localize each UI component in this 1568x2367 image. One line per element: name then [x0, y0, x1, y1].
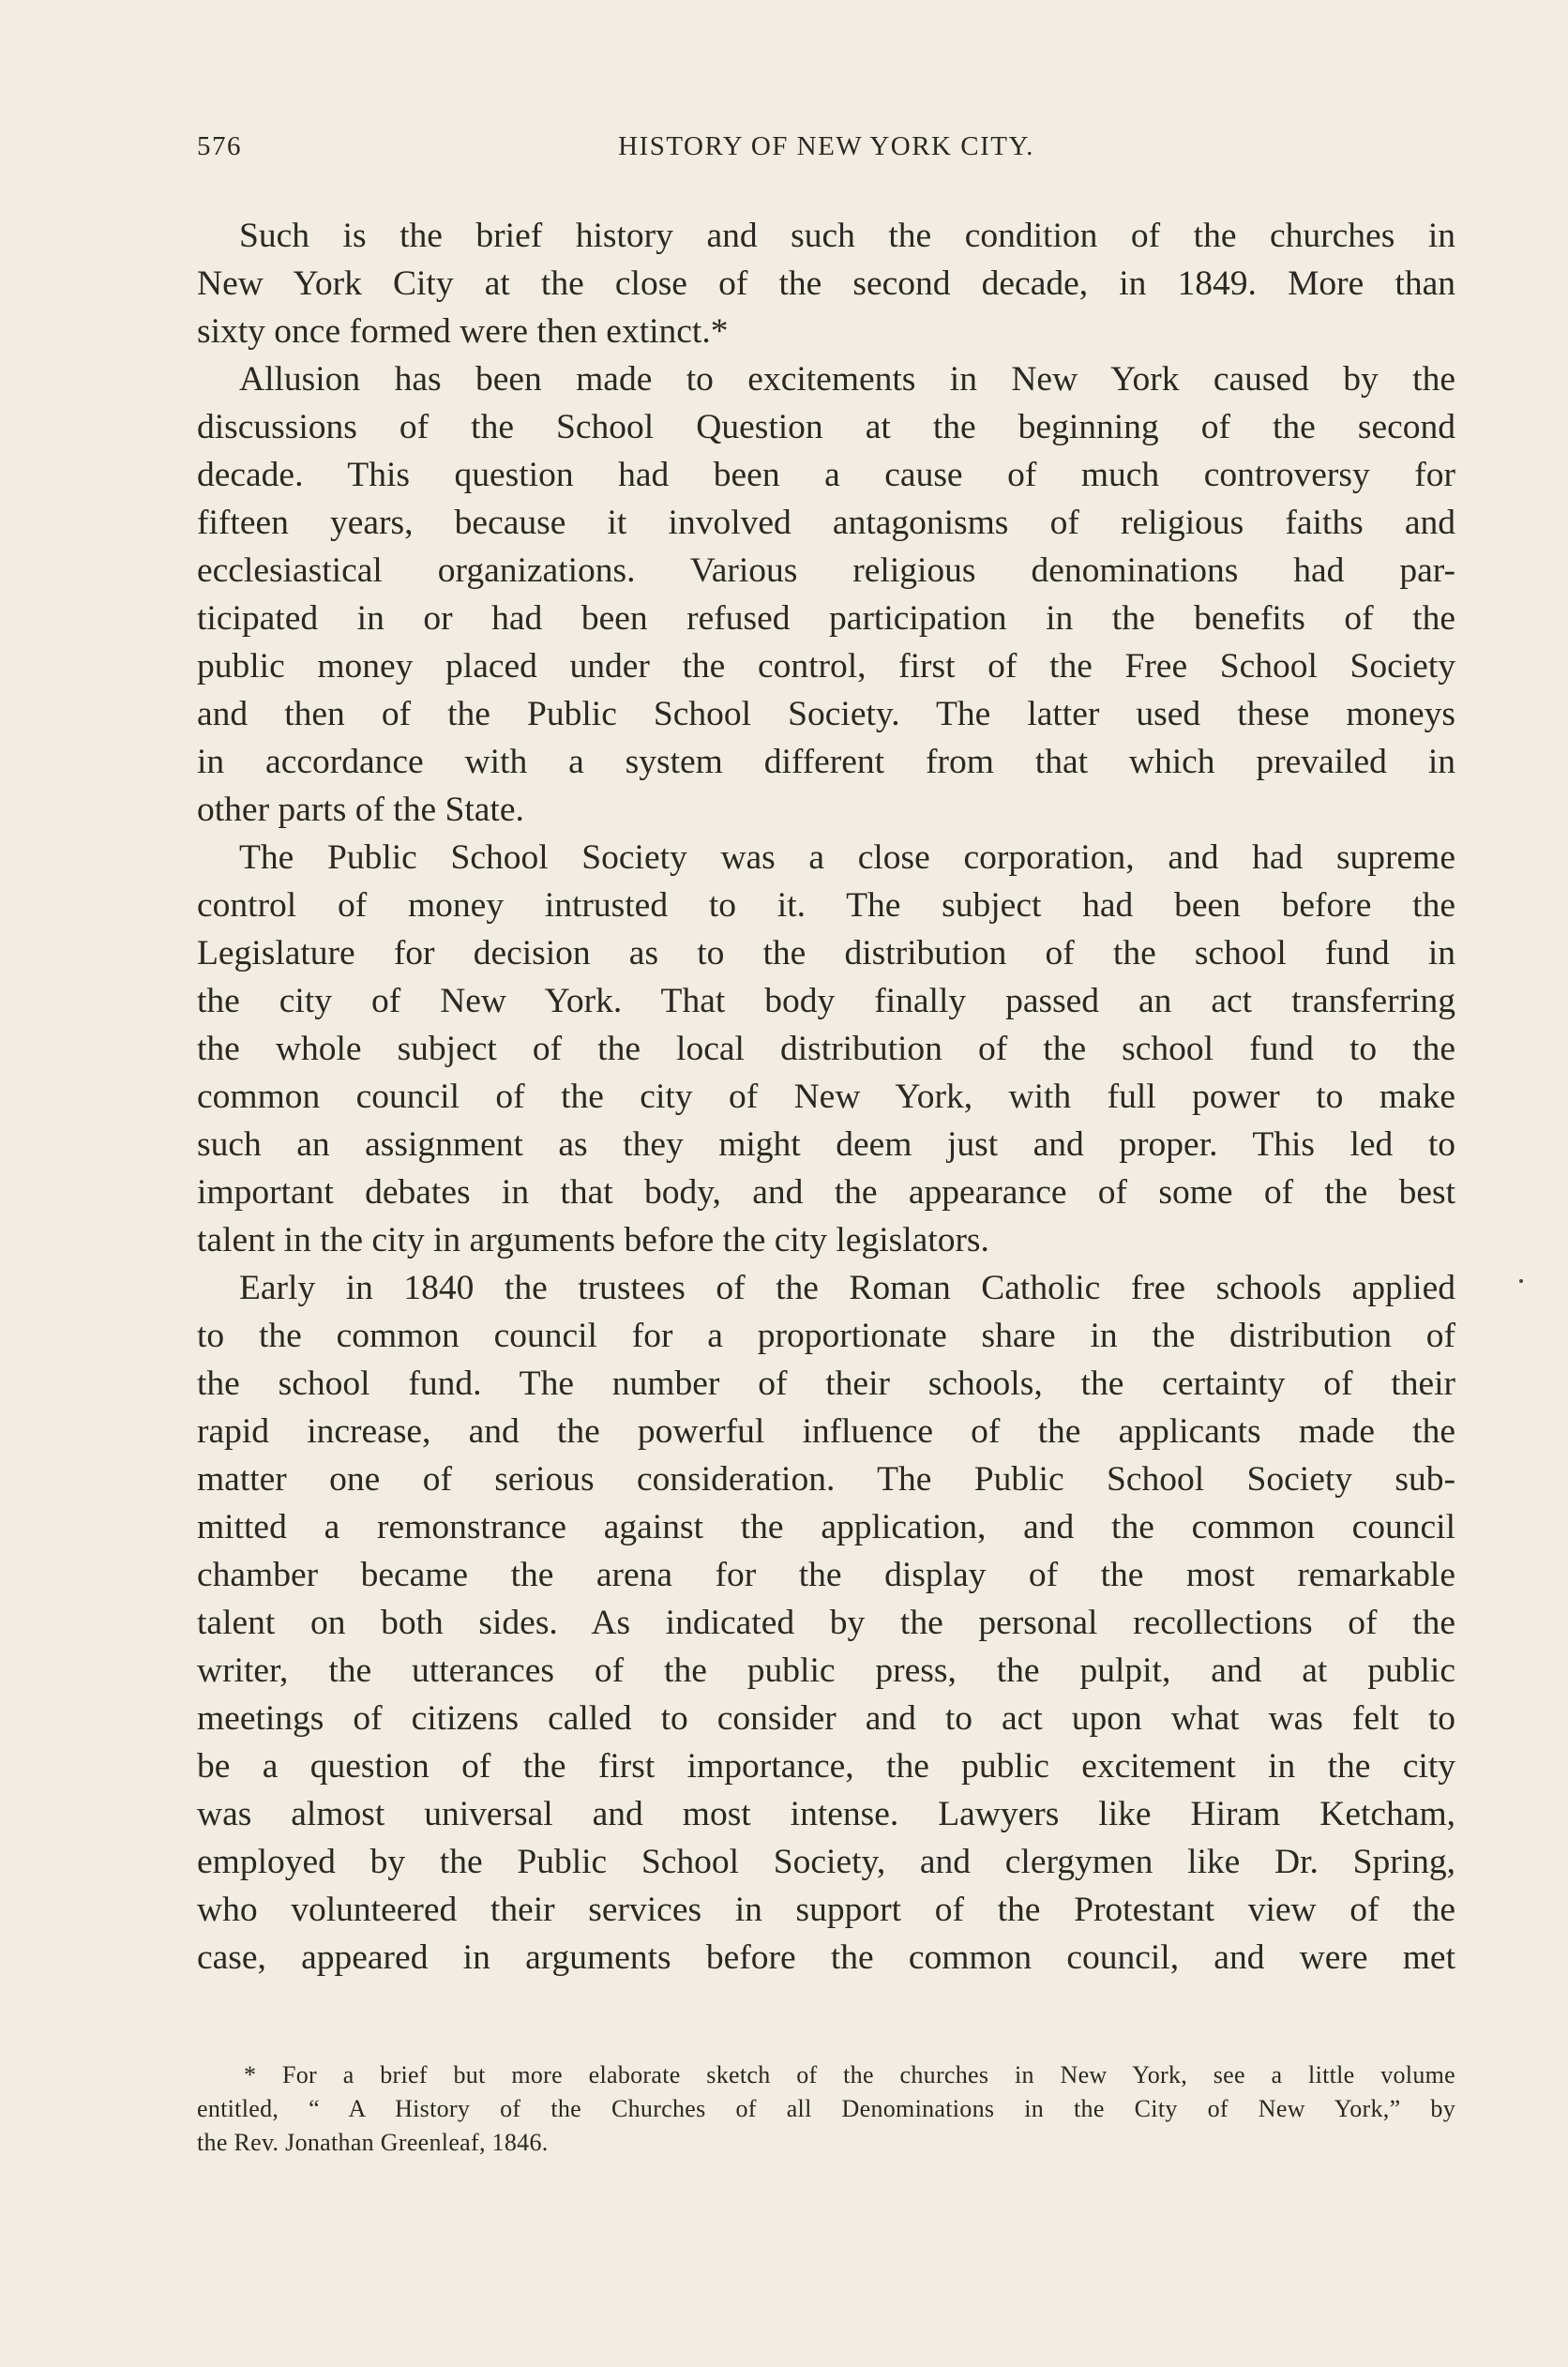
text-line: rapid increase, and the powerful influence of the applicants made the [197, 1412, 1455, 1451]
page-number: 576 [197, 131, 242, 161]
text-line: control of money intrusted to it. The subject had been before the [197, 886, 1455, 925]
text-line: in accordance with a system different from that which prevailed in [197, 743, 1455, 781]
text-line: mitted a remonstrance against the application, and the common council [197, 1508, 1455, 1546]
text-line: discussions of the School Question at the beginning of the second [197, 408, 1455, 446]
text-line: The Public School Society was a close corporation, and had supreme [239, 838, 1455, 877]
running-head [197, 131, 1455, 173]
text-line: Such is the brief history and such the condition of the churches in [239, 217, 1455, 255]
ink-speck [1519, 1279, 1523, 1283]
text-line: matter one of serious consideration. The Public School Society sub- [197, 1460, 1455, 1499]
text-line: employed by the Public School Society, and clergymen like Dr. Spring, [197, 1843, 1455, 1881]
running-title: HISTORY OF NEW YORK CITY. [618, 131, 1034, 161]
text-line: talent on both sides. As indicated by the personal recollections of the [197, 1604, 1455, 1642]
text-line: Legislature for decision as to the distribution of the school fund in [197, 934, 1455, 972]
text-line: Early in 1840 the trustees of the Roman Catholic free schools applied [239, 1269, 1455, 1307]
text-line: case, appeared in arguments before the common council, and were met [197, 1938, 1455, 1977]
text-line: public money placed under the control, first of the Free School Society [197, 647, 1455, 686]
text-line: fifteen years, because it involved antagonisms of religious faiths and [197, 504, 1455, 542]
text-line: was almost universal and most intense. Lawyers like Hiram Ketcham, [197, 1795, 1455, 1833]
text-line: and then of the Public School Society. The latter used these moneys [197, 695, 1455, 733]
text-line: writer, the utterances of the public press, the pulpit, and at public [197, 1651, 1455, 1690]
text-line: other parts of the State. [197, 791, 524, 829]
text-line: common council of the city of New York, with full power to make [197, 1078, 1455, 1116]
text-line: sixty once formed were then extinct.* [197, 312, 729, 351]
footnote-line: the Rev. Jonathan Greenleaf, 1846. [197, 2129, 549, 2156]
text-line: such an assignment as they might deem just and proper. This led to [197, 1125, 1455, 1164]
text-line: be a question of the first importance, the public excitement in the city [197, 1747, 1455, 1786]
text-line: chamber became the arena for the display of the most remarkable [197, 1556, 1455, 1594]
text-line: ticipated in or had been refused participation in the benefits of the [197, 599, 1455, 638]
body-text [197, 212, 1455, 1982]
footnote-line: * For a brief but more elaborate sketch of the churches in New York, see a little volume [244, 2061, 1455, 2088]
text-line: ecclesiastical organizations. Various religious denominations had par- [197, 551, 1455, 590]
text-line: the school fund. The number of their schools, the certainty of their [197, 1364, 1455, 1403]
text-line: decade. This question had been a cause of much controversy for [197, 456, 1455, 494]
footnote [197, 2058, 1455, 2160]
text-line: the whole subject of the local distribution of the school fund to the [197, 1030, 1455, 1068]
text-line: meetings of citizens called to consider and to act upon what was felt to [197, 1699, 1455, 1738]
text-line: important debates in that body, and the appearance of some of the best [197, 1173, 1455, 1212]
text-line: the city of New York. That body finally passed an act transferring [197, 982, 1455, 1020]
text-line: New York City at the close of the second decade, in 1849. More than [197, 264, 1455, 303]
footnote-line: entitled, “ A History of the Churches of all Denominations in the City of New York,” by [197, 2095, 1455, 2122]
text-line: Allusion has been made to excitements in New York caused by the [239, 360, 1455, 399]
text-line: who volunteered their services in support of the Protestant view of the [197, 1891, 1455, 1929]
text-line: to the common council for a proportionate share in the distribution of [197, 1317, 1455, 1355]
text-line: talent in the city in arguments before the city legislators. [197, 1221, 989, 1259]
